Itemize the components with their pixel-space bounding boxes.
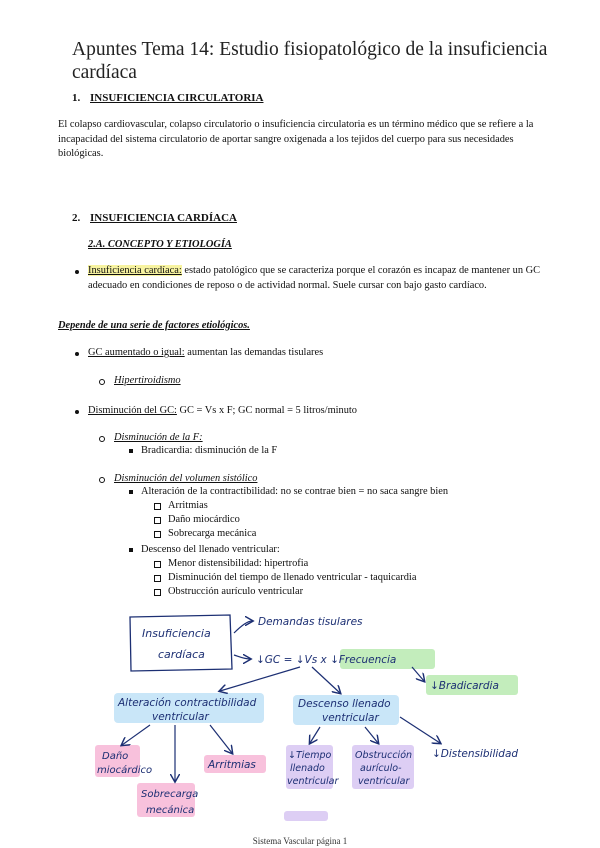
sketch-obst-line-2: aurículo- xyxy=(360,763,402,774)
section-1-title: INSUFICIENCIA CIRCULATORIA xyxy=(90,92,264,104)
bullet-ring xyxy=(99,436,105,442)
section-2-title: INSUFICIENCIA CARDÍACA xyxy=(90,212,237,224)
bullet-ring xyxy=(99,477,105,483)
sketch-arrow xyxy=(365,727,378,743)
sketch-alt-line-1: Alteración contractibilidad xyxy=(118,697,257,709)
concept-sketch xyxy=(0,605,600,835)
alt-subitem: Arritmias xyxy=(168,500,208,511)
sketch-desc-line-1: Descenso llenado xyxy=(298,698,391,710)
sketch-arrow xyxy=(210,725,232,753)
gc-down-term: Disminución del GC: xyxy=(88,405,177,416)
sketch-arrow xyxy=(312,667,340,693)
sketch-box xyxy=(130,615,232,671)
bullet-open-square xyxy=(154,575,161,582)
dim-f-item: Disminución de la F: xyxy=(114,432,203,443)
definition-text: estado patológico que se caracteriza porque el corazón es incapaz de mantener un GC adecuado en condiciones de reposo o de actividad normal. Suele cursar con bajo gasto cardíaco. xyxy=(88,265,541,291)
bullet-square xyxy=(129,490,133,494)
bullet-dot xyxy=(75,410,79,414)
sketch-tiempo-line-2: llenado xyxy=(290,763,325,774)
bullet-square xyxy=(129,449,133,453)
bullet-open-square xyxy=(154,531,161,538)
sketch-arrow xyxy=(400,717,440,743)
gc-up-item xyxy=(88,346,323,361)
sketch-brady: ↓Bradicardia xyxy=(430,680,499,692)
alt-item: Alteración de la contractibilidad: no se contrae bien = no saca sangre bien xyxy=(141,486,449,497)
sketch-dano-line-1: Daño xyxy=(102,751,129,762)
sketch-arrow xyxy=(310,727,320,743)
sketch-dano-line-2: miocárdico xyxy=(97,765,153,776)
sketch-desc-line-2: ventricular xyxy=(322,712,379,724)
alt-subitem: Sobrecarga mecánica xyxy=(168,528,257,539)
page-footer: Sistema Vascular página 1 xyxy=(252,836,348,846)
sketch-dist: ↓Distensibilidad xyxy=(432,748,519,760)
sketch-tiempo-line-3: ventricular xyxy=(287,776,339,787)
bullet-ring xyxy=(99,379,105,385)
desc-subitem: Obstrucción aurículo ventricular xyxy=(168,586,304,597)
factors-heading: Depende de una serie de factores etiológicos. xyxy=(58,320,250,331)
page-title: Apuntes Tema 14: Estudio fisiopatológico de la insuficiencia cardíaca xyxy=(72,39,548,83)
sketch-obst-line-1: Obstrucción xyxy=(355,750,413,761)
sketch-arrow xyxy=(234,621,252,633)
definition-term: Insuficiencia cardíaca: xyxy=(88,265,182,276)
bullet-open-square xyxy=(154,589,161,596)
sketch-sobre-line-1: Sobrecarga xyxy=(141,789,199,800)
section-2-heading xyxy=(72,212,237,224)
sketch-alt-line-2: ventricular xyxy=(152,711,209,723)
gc-down-item xyxy=(88,404,357,419)
definition-paragraph xyxy=(88,264,548,293)
gc-up-text: aumentan las demandas tisulares xyxy=(184,347,324,358)
highlight-purple xyxy=(284,811,328,821)
hyperthyroidism-item: Hipertiroidismo xyxy=(114,375,181,386)
bullet-dot xyxy=(75,352,79,356)
section-1-heading xyxy=(72,92,264,104)
section-1-number: 1. xyxy=(72,92,81,104)
subsection-heading: 2.A. CONCEPTO Y ETIOLOGÍA xyxy=(88,239,232,250)
sketch-gc: ↓GC = ↓Vs x ↓Frecuencia xyxy=(256,654,397,666)
sketch-tiempo-line-1: ↓Tiempo xyxy=(288,750,332,761)
sketch-arrow xyxy=(122,725,150,745)
sketch-sobre-line-2: mecánica xyxy=(146,805,195,816)
sketch-arrow xyxy=(412,667,424,681)
sketch-demand: Demandas tisulares xyxy=(258,616,363,628)
section-2-number: 2. xyxy=(72,212,81,224)
section-1-text: El colapso cardiovascular, colapso circulatorio o insuficiencia circulatoria es un término médico que se refiere a la incapacidad del sistema circulatorio de aportar sangre oxigenada a los tejidos del cuerpo para sus necesidades biológicas. xyxy=(58,119,534,159)
desc-subitem: Disminución del tiempo de llenado ventricular - taquicardia xyxy=(168,572,417,583)
sketch-box-line-1: Insuficiencia xyxy=(142,627,211,640)
brady-item: Bradicardia: disminución de la F xyxy=(141,445,278,456)
sketch-obst-line-3: ventricular xyxy=(358,776,410,787)
bullet-open-square xyxy=(154,503,161,510)
bullet-open-square xyxy=(154,517,161,524)
alt-subitem: Daño miocárdico xyxy=(168,514,240,525)
bullet-dot xyxy=(75,270,79,274)
gc-up-term: GC aumentado o igual: xyxy=(88,347,185,358)
bullet-open-square xyxy=(154,561,161,568)
sketch-arrow xyxy=(220,667,300,691)
sketch-box-line-2: cardíaca xyxy=(158,648,205,661)
sketch-arrit: Arritmias xyxy=(208,759,256,771)
dim-vol-item: Disminución del volumen sistólico xyxy=(114,473,258,484)
desc-subitem: Menor distensibilidad: hipertrofia xyxy=(168,558,309,569)
bullet-square xyxy=(129,548,133,552)
sketch-arrow xyxy=(234,655,250,659)
desc-item: Descenso del llenado ventricular: xyxy=(141,544,280,555)
gc-down-text: GC = Vs x F; GC normal = 5 litros/minuto xyxy=(176,405,358,416)
